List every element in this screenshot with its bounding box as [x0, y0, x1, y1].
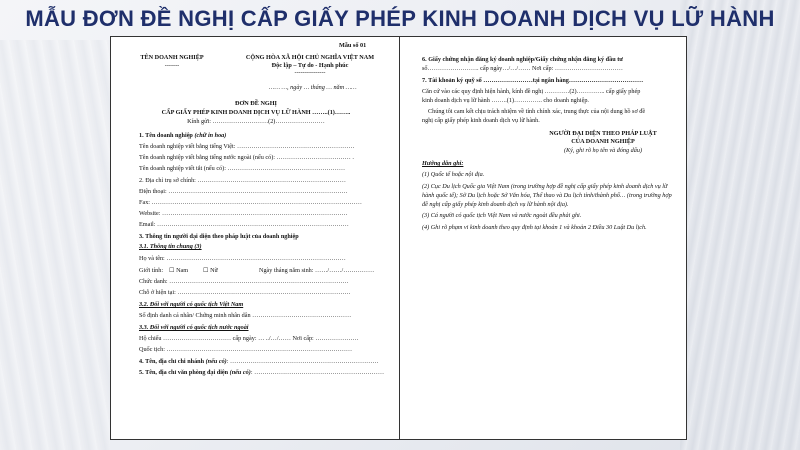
- page-divider: [399, 37, 400, 439]
- guide-note-2: (2) Cục Du lịch Quốc gia Việt Nam (trong trường hợp đề nghị cấp giấy phép kinh doanh dịch vụ lữ hành quốc tế); Sở Du lịch hoặc Sở Văn hóa, Thể thao và Du lịch tỉnh/thành phố… (trong trường hợp đề nghị cấp giấy phép kinh doanh dịch vụ lữ hành nội địa).: [422, 183, 672, 208]
- section-5-note: (nếu có): [229, 369, 251, 376]
- section-5-title: [139, 368, 384, 377]
- request-paragraph-2: kinh doanh dịch vụ lữ hành ……..(1)………….. cho doanh nghiệp.: [422, 97, 589, 104]
- rep-sign-note: (Ký, ghi rõ họ tên và đóng dấu): [563, 147, 643, 154]
- vn-name-field: Tên doanh nghiệp viết bằng tiếng Việt: …………………………………………………: [139, 143, 355, 150]
- gender-label: Giới tính:: [139, 267, 164, 274]
- section-3-1-title: 3.1. Thông tin chung (3): [139, 243, 202, 250]
- section-6-line-2: số……………………. cấp ngày…/…/…… Nơi cấp: ……………………………: [422, 65, 623, 72]
- business-name-header: TÊN DOANH NGHIỆP: [140, 54, 204, 61]
- addressee-line: Kính gửi: ………………………(2)……………………: [187, 118, 325, 125]
- short-name-field: Tên doanh nghiệp viết tắt (nếu có): …………………………………………………: [139, 165, 346, 172]
- business-dash: -------: [164, 62, 180, 69]
- country-header: CỘNG HÒA XÃ HỘI CHỦ NGHĨA VIỆT NAM: [245, 54, 375, 61]
- section-4-label: 4. Tên, địa chỉ chi nhánh: [139, 358, 205, 365]
- dob-field: Ngày tháng năm sinh: ……/……/……………: [259, 267, 375, 274]
- website-field: Website: ………………………………………………………………………………: [139, 210, 348, 217]
- page-title: MẪU ĐƠN ĐỀ NGHỊ CẤP GIẤY PHÉP KINH DOANH DỊCH VỤ LỮ HÀNH: [25, 6, 775, 31]
- form-title-1: ĐƠN ĐỀ NGHỊ: [235, 100, 277, 107]
- section-5-label: 5. Tên, địa chỉ văn phòng đại diện: [139, 369, 229, 376]
- section-1-title: [139, 131, 226, 140]
- rep-title-2: CỦA DOANH NGHIỆP: [571, 138, 635, 145]
- motto: Độc lập – Tự do - Hạnh phúc: [271, 62, 349, 69]
- section-4-dots: : ………………………………………………………………: [226, 358, 379, 365]
- form-document: [110, 36, 687, 440]
- email-field: Email: …………………………………………………………………………………: [139, 221, 349, 228]
- gender-female-checkbox[interactable]: ☐ Nữ: [203, 267, 218, 274]
- head-office-field: 2. Địa chỉ trụ sở chính: ………………………………………………………………: [139, 177, 346, 184]
- guide-title: Hướng dẫn ghi:: [422, 160, 464, 167]
- guide-note-1: (1) Quốc tế hoặc nội địa.: [422, 171, 485, 178]
- section-1-label: 1. Tên doanh nghiệp: [139, 132, 193, 139]
- passport-field: Hộ chiếu …………………………… cấp ngày: … ../…/…… Nơi cấp: …………………: [139, 335, 359, 342]
- position-field: Chức danh: ……………………………………………………………………………: [139, 278, 349, 285]
- guide-note-4: (4) Ghi rõ phạm vi kinh doanh theo quy định tại khoản 1 và khoản 2 Điều 30 Luật Du lịch.: [422, 224, 647, 231]
- section-3-2-title: 3.2. Đối với người có quốc tịch Việt Nam: [139, 301, 244, 308]
- background-left: [0, 40, 110, 450]
- gender-male-checkbox[interactable]: ☐ Nam: [169, 267, 189, 274]
- motto-dash: ---------------: [294, 69, 326, 76]
- residence-field: Chỗ ở hiện tại: …………………………………………………………………………: [139, 289, 351, 296]
- date-line: …… …, ngày … tháng … năm ……: [269, 84, 357, 91]
- fax-field: Fax: …………………………………………………………………………………………: [139, 199, 362, 206]
- section-7: 7. Tài khoản ký quỹ số ……………………tại ngân hàng………………………………: [422, 77, 644, 84]
- form-number: Mẫu số 01: [339, 42, 367, 49]
- commit-paragraph-2: nghị cấp giấy phép kinh doanh dịch vụ lữ hành.: [422, 117, 540, 124]
- section-3-title: 3. Thông tin người đại diện theo pháp luật của doanh nghiệp: [139, 233, 299, 240]
- section-1-note: (chữ in hoa): [194, 132, 227, 139]
- request-paragraph-1: Căn cứ vào các quy định hiện hành, kính đề nghị …………(2)………….. cấp giấy phép: [422, 88, 641, 95]
- rep-title-1: NGƯỜI ĐẠI DIỆN THEO PHÁP LUẬT: [549, 130, 657, 137]
- commit-paragraph-1: Chúng tôi cam kết chịu trách nhiệm về tính chính xác, trung thực của nội dung hồ sơ đề: [428, 108, 646, 115]
- nationality-field: Quốc tịch: ………………………………………………………………………………: [139, 346, 353, 353]
- section-6-line-1: 6. Giấy chứng nhận đăng ký doanh nghiệp/Giấy chứng nhận đăng ký đầu tư: [422, 56, 623, 63]
- section-5-dots: : ………………………………………………………: [250, 369, 385, 376]
- full-name-field: Họ và tên: ……………………………………………………………………………: [139, 255, 346, 262]
- section-4-note: (nếu có): [205, 358, 227, 365]
- background-right: [680, 0, 800, 450]
- foreign-name-field: Tên doanh nghiệp viết bằng tiếng nước ngoài (nếu có): ……………………………… .: [139, 154, 354, 161]
- section-3-3-title: 3.3. Đối với người có quốc tịch nước ngoài: [139, 324, 249, 331]
- section-4-title: [139, 357, 379, 366]
- guide-note-3: (3) Cá người có quốc tịch Việt Nam và nước ngoài đều phải ghi.: [422, 212, 582, 219]
- id-card-field: Số định danh cá nhân/ Chứng minh nhân dân …………………………………………: [139, 312, 352, 319]
- phone-field: Điện thoại: ……………………………………………………………………………: [139, 188, 348, 195]
- form-title-2: CẤP GIẤY PHÉP KINH DOANH DỊCH VỤ LỮ HÀNH ……..(1)……..: [161, 109, 351, 116]
